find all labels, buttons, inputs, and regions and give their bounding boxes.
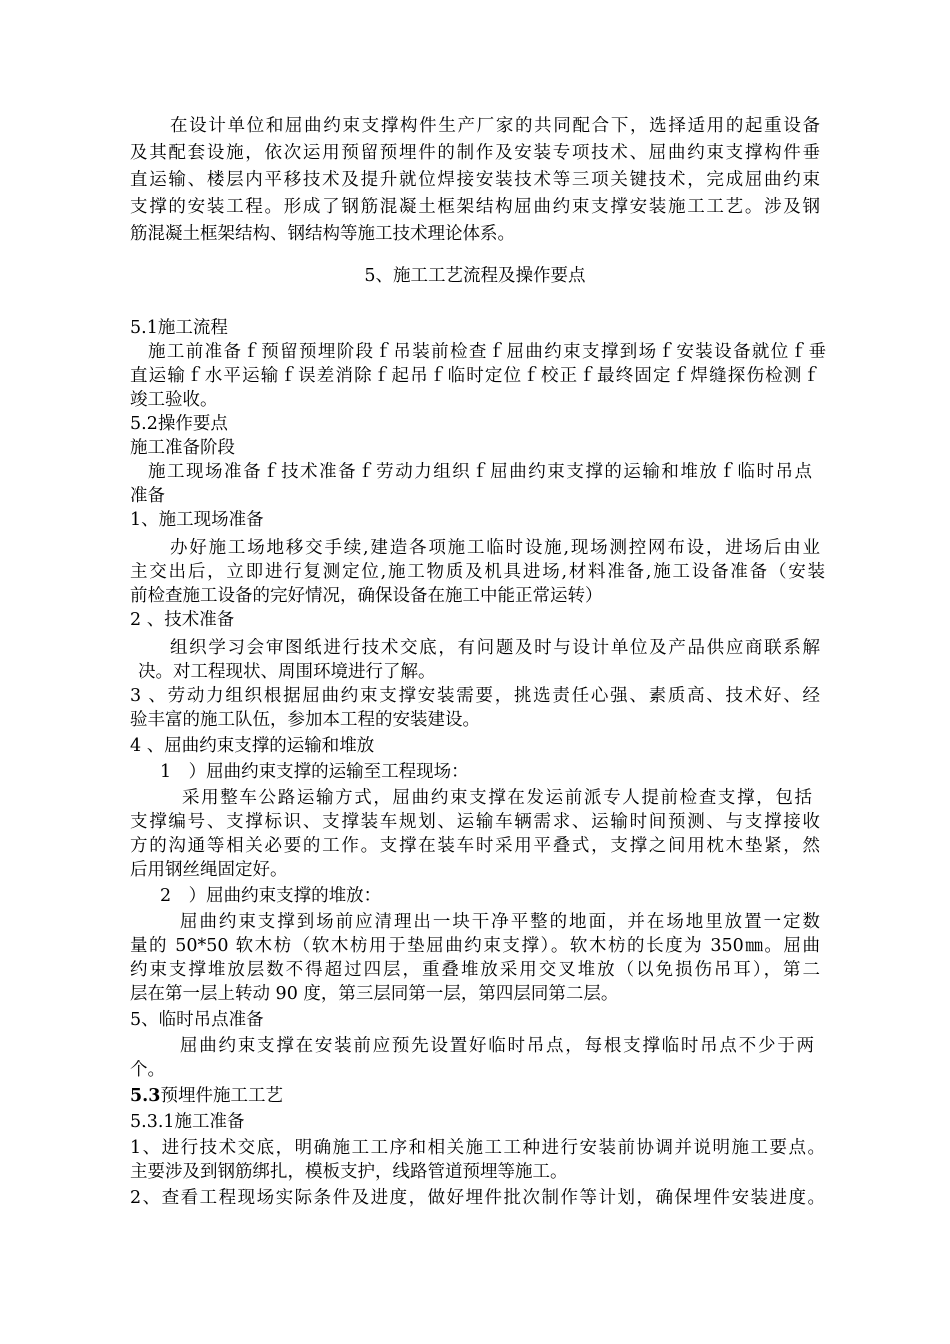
s51-flow-line-1: 施工前准备ｆ预留预埋阶段ｆ吊装前检查ｆ屈曲约束支撑到场ｆ安装设备就位ｆ垂 (148, 342, 826, 362)
item2-line-2: 决。对工程现状、周围环境进行了解。 (138, 662, 436, 682)
item4-title: 4 、屈曲约束支撑的运输和堆放 (130, 736, 375, 756)
intro-line-2: 及其配套设施，依次运用预留预埋件的制作及安装专项技术、屈曲约束支撑构件垂 (130, 143, 820, 163)
s52-stage: 施工准备阶段 (130, 438, 235, 458)
item4-sub1-line-4: 后用钢丝绳固定好。 (130, 860, 288, 880)
item1-title: 1、施工现场准备 (130, 510, 264, 530)
item4-sub2-line-4: 层在第一层上转动 90 度，第三层同第一层，第四层同第二层。 (130, 984, 619, 1004)
item5-line-1: 屈曲约束支撑在安装前应预先设置好临时吊点，每根支撑临时吊点不少于两 (180, 1036, 814, 1056)
s53-heading-number: 5.3 (130, 1086, 161, 1106)
item4-sub2-title: 2 ）屈曲约束支撑的堆放： (160, 886, 382, 906)
s53-heading-text: 预埋件施工工艺 (160, 1086, 283, 1106)
item4-sub1-line-3: 方的沟通等相关必要的工作。支撑在装车时采用平叠式，支撑之间用枕木垫紧，然 (130, 836, 820, 856)
item1-line-3: 前检查施工设备的完好情况，确保设备在施工中能正常运转） (130, 586, 603, 606)
item1-line-1: 办好施工场地移交手续,建造各项施工临时设施,现场测控网布设，进场后由业 (170, 538, 820, 558)
s531-heading: 5.3.1施工准备 (130, 1112, 245, 1132)
s53-line-2: 主要涉及到钢筋绑扎，模板支护，线路管道预埋等施工。 (130, 1162, 568, 1182)
section-heading: 5、施工工艺流程及操作要点 (364, 266, 586, 286)
item4-sub1-title: 1 ）屈曲约束支撑的运输至工程现场： (160, 762, 469, 782)
item2-title: 2 、技术准备 (130, 610, 235, 630)
item5-title: 5、临时吊点准备 (130, 1010, 264, 1030)
s51-flow-line-3: 竣工验收。 (130, 390, 218, 410)
s52-stage-flow-line-1: 施工现场准备ｆ技术准备ｆ劳动力组织ｆ屈曲约束支撑的运输和堆放ｆ临时吊点 (148, 462, 812, 482)
item4-sub2-line-3: 约束支撑堆放层数不得超过四层，重叠堆放采用交叉堆放（以免损伤吊耳），第二 (130, 960, 820, 980)
s51-flow-line-2: 直运输ｆ水平运输ｆ误差消除ｆ起吊ｆ临时定位ｆ校正ｆ最终固定ｆ焊缝探伤检测ｆ (130, 366, 820, 386)
s51-heading: 5.1施工流程 (130, 318, 228, 338)
intro-line-3: 直运输、楼层内平移技术及提升就位焊接安装技术等三项关键技术，完成屈曲约束 (130, 170, 820, 190)
item2-line-1: 组织学习会审图纸进行技术交底，有问题及时与设计单位及产品供应商联系解 (170, 638, 820, 658)
item1-line-2: 主交出后，立即进行复测定位,施工物质及机具进场,材料准备,施工设备准备（安装 (130, 562, 825, 582)
s53-line-3: 2、查看工程现场实际条件及进度，做好埋件批次制作等计划，确保埋件安装进度。 (130, 1188, 825, 1208)
item4-sub1-line-1: 采用整车公路运输方式，屈曲约束支撑在发运前派专人提前检查支撑，包括 (182, 788, 812, 808)
item4-sub1-line-2: 支撑编号、支撑标识、支撑装车规划、运输车辆需求、运输时间预测、与支撑接收 (130, 812, 820, 832)
s52-stage-flow-line-2: 准备 (130, 486, 165, 506)
s53-heading (130, 1084, 283, 1108)
item3-line-2: 验丰富的施工队伍，参加本工程的安装建设。 (130, 710, 480, 730)
s53-line-1: 1、进行技术交底，明确施工工序和相关施工工种进行安装前协调并说明施工要点。 (130, 1138, 825, 1158)
item3-line-1: 3 、劳动力组织根据屈曲约束支撑安装需要，挑选责任心强、素质高、技术好、经 (130, 686, 820, 706)
item4-sub2-line-1: 屈曲约束支撑到场前应清理出一块干净平整的地面，并在场地里放置一定数 (180, 912, 820, 932)
intro-line-5: 筋混凝土框架结构、钢结构等施工技术理论体系。 (130, 224, 515, 244)
intro-line-4: 支撑的安装工程。形成了钢筋混凝土框架结构屈曲约束支撑安装施工工艺。涉及钢 (130, 197, 820, 217)
intro-line-1: 在设计单位和屈曲约束支撑构件生产厂家的共同配合下，选择适用的起重设备 (170, 116, 820, 136)
item5-line-2: 个。 (130, 1060, 165, 1080)
s52-heading: 5.2操作要点 (130, 414, 228, 434)
item4-sub2-line-2: 量的 50*50 软木枋（软木枋用于垫屈曲约束支撑）。软木枋的长度为 350㎜。屈曲 (130, 936, 820, 956)
